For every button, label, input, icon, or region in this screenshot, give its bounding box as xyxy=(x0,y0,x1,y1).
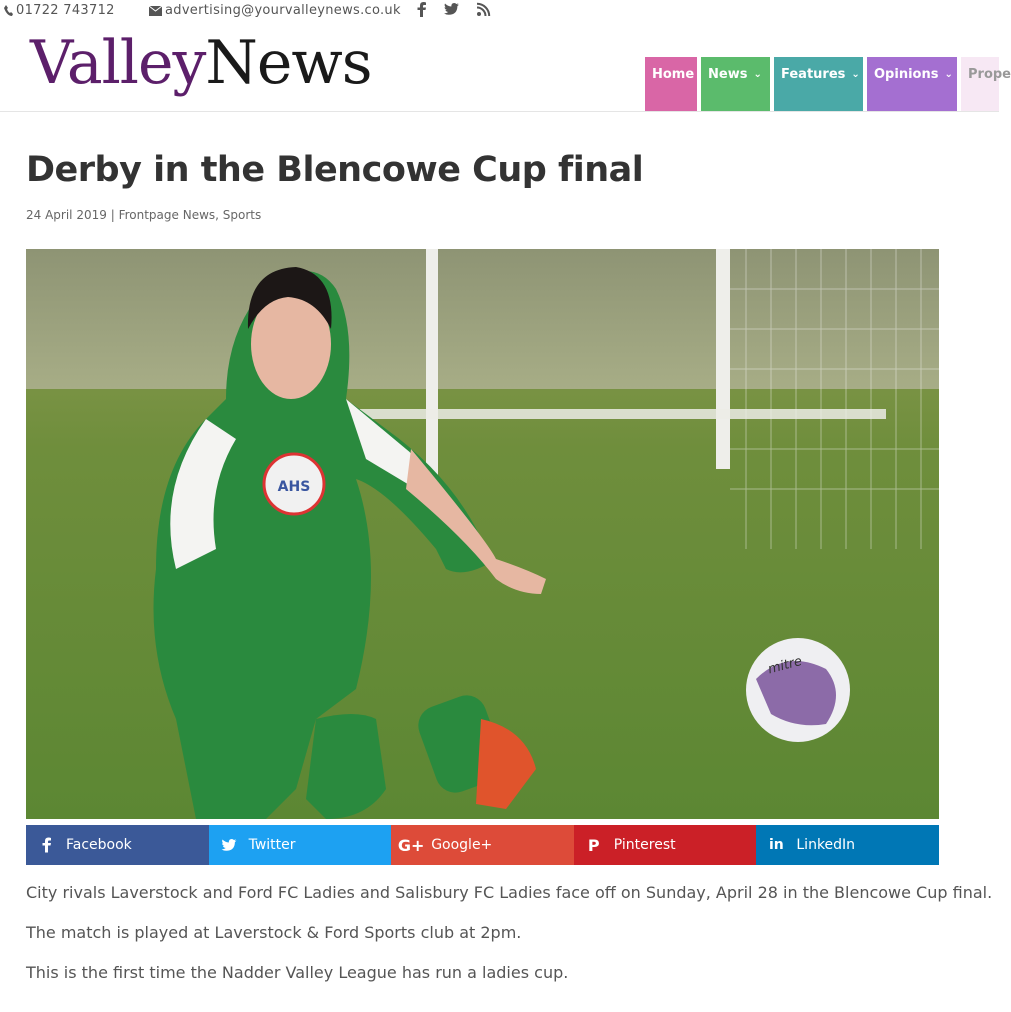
photo-ball-text: mitre xyxy=(766,653,804,678)
chevron-down-icon: ⌄ xyxy=(753,69,762,80)
article-title: Derby in the Blencowe Cup final xyxy=(26,150,644,190)
phone-link[interactable] xyxy=(4,3,115,18)
nav-news-label: News xyxy=(708,67,748,82)
article-paragraph: City rivals Laverstock and Ford FC Ladies and Salisbury FC Ladies face off on Sunday, April 28 in the Blencowe Cup final. xyxy=(26,883,993,902)
meta-separator: | xyxy=(110,208,115,222)
share-pinterest-button[interactable] xyxy=(574,825,757,865)
nav-home[interactable] xyxy=(645,57,697,111)
share-linkedin-label: LinkedIn xyxy=(796,837,856,853)
share-facebook-label: Facebook xyxy=(66,837,132,853)
share-twitter-button[interactable] xyxy=(209,825,392,865)
article-photo xyxy=(26,249,939,819)
chevron-down-icon: ⌄ xyxy=(944,69,953,80)
share-twitter-label: Twitter xyxy=(248,837,296,853)
facebook-icon[interactable] xyxy=(414,1,428,17)
pinterest-icon: P xyxy=(587,835,600,855)
twitter-icon[interactable] xyxy=(444,1,458,17)
share-google-plus-label: Google+ xyxy=(431,837,493,853)
article-meta: 24 April 2019 | Frontpage News, Sports xyxy=(26,208,262,222)
article-paragraph: This is the first time the Nadder Valley League has run a ladies cup. xyxy=(26,963,569,982)
nav-opinions-label: Opinions xyxy=(874,67,939,82)
google-plus-icon: G+ xyxy=(397,835,425,855)
email-link[interactable] xyxy=(149,3,401,18)
share-bar xyxy=(26,825,939,865)
nav-opinions[interactable] xyxy=(867,57,957,111)
phone-icon xyxy=(4,5,13,17)
share-linkedin-button[interactable] xyxy=(756,825,939,865)
share-facebook-button[interactable] xyxy=(26,825,209,865)
nav-property-label: Prope xyxy=(968,67,1011,82)
nav-news[interactable] xyxy=(701,57,770,111)
site-logo[interactable] xyxy=(30,28,372,98)
share-google-plus-button[interactable] xyxy=(391,825,574,865)
nav-property[interactable] xyxy=(961,57,1011,111)
email-address: advertising@yourvalleynews.co.uk xyxy=(165,3,401,18)
category-link-frontpage[interactable]: Frontpage News xyxy=(118,208,216,222)
phone-number: 01722 743712 xyxy=(16,3,115,18)
site-header xyxy=(0,24,1011,112)
photo-badge-text: AHS xyxy=(277,479,311,495)
facebook-icon xyxy=(26,837,66,853)
logo-valley: Valley xyxy=(30,28,206,98)
article-paragraph: The match is played at Laverstock & Ford Sports club at 2pm. xyxy=(26,923,522,942)
article-date: 24 April 2019 xyxy=(26,208,107,222)
linkedin-icon: in xyxy=(768,837,784,853)
envelope-icon xyxy=(149,6,162,16)
nav-home-label: Home xyxy=(652,67,695,82)
rss-icon[interactable] xyxy=(476,1,490,17)
share-pinterest-label: Pinterest xyxy=(613,837,676,853)
twitter-icon xyxy=(209,839,249,852)
top-bar xyxy=(0,0,999,24)
nav-features[interactable] xyxy=(774,57,863,111)
chevron-down-icon: ⌄ xyxy=(851,69,860,80)
logo-news: News xyxy=(205,28,372,98)
category-link-sports[interactable]: Sports xyxy=(222,208,262,222)
nav-features-label: Features xyxy=(781,67,846,82)
